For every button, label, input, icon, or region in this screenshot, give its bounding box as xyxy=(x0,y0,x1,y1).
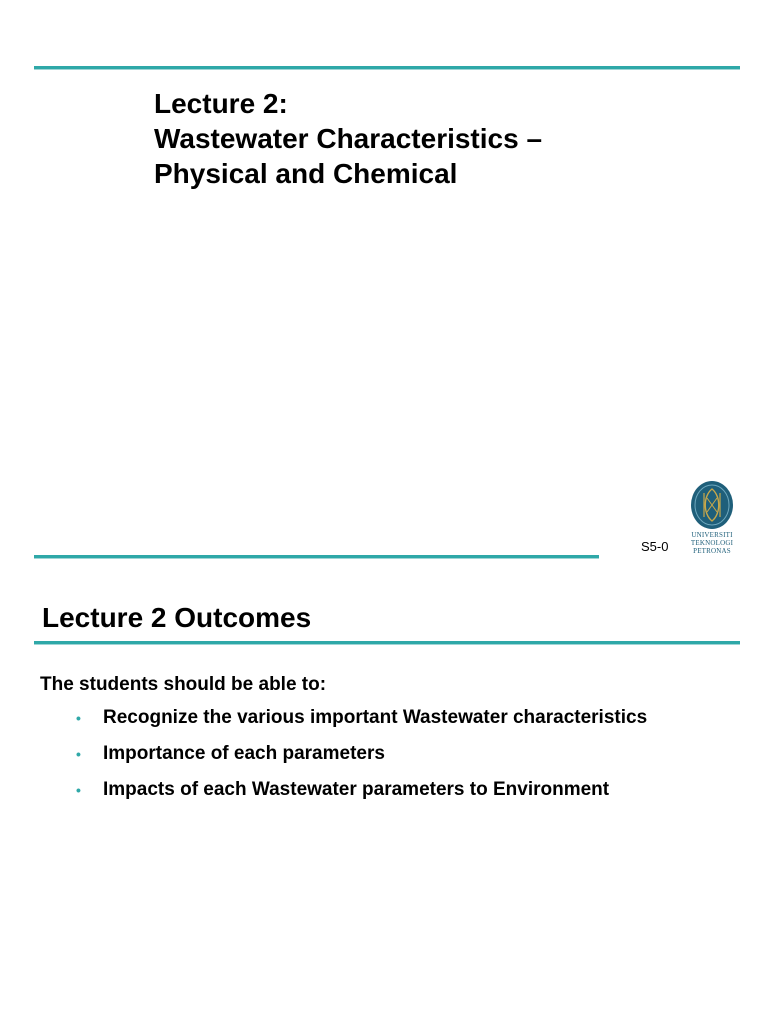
bottom-divider xyxy=(34,555,599,559)
list-item xyxy=(76,705,647,741)
bullet-icon: • xyxy=(76,746,81,762)
bullet-icon: • xyxy=(76,710,81,726)
outcomes-title: Lecture 2 Outcomes xyxy=(42,602,312,633)
list-item-text: Impacts of each Wastewater parameters to Environment xyxy=(103,779,610,800)
list-item xyxy=(76,777,647,813)
slide-number: S5-0 xyxy=(641,539,669,554)
logo-wordmark xyxy=(689,531,735,555)
outcomes-intro: The students should be able to: xyxy=(40,674,327,695)
list-item-text: Importance of each parameters xyxy=(103,743,385,764)
list-item-text: Recognize the various important Wastewater characteristics xyxy=(103,707,648,728)
outcomes-list xyxy=(76,705,647,813)
bullet-icon: • xyxy=(76,782,81,798)
top-divider xyxy=(34,66,740,70)
lecture-title-line-1: Lecture 2: xyxy=(154,88,288,119)
university-logo xyxy=(689,480,735,558)
lecture-title-line-2: Wastewater Characteristics – xyxy=(154,123,543,154)
logo-line-1: UNIVERSITI xyxy=(691,531,733,539)
lecture-title xyxy=(154,86,542,191)
logo-line-3: PETRONAS xyxy=(693,547,731,555)
lecture-title-line-3: Physical and Chemical xyxy=(154,158,458,189)
list-item xyxy=(76,741,647,777)
title-divider xyxy=(34,641,740,645)
logo-line-2: TEKNOLOGI xyxy=(690,539,734,547)
utp-emblem-icon xyxy=(689,480,735,530)
